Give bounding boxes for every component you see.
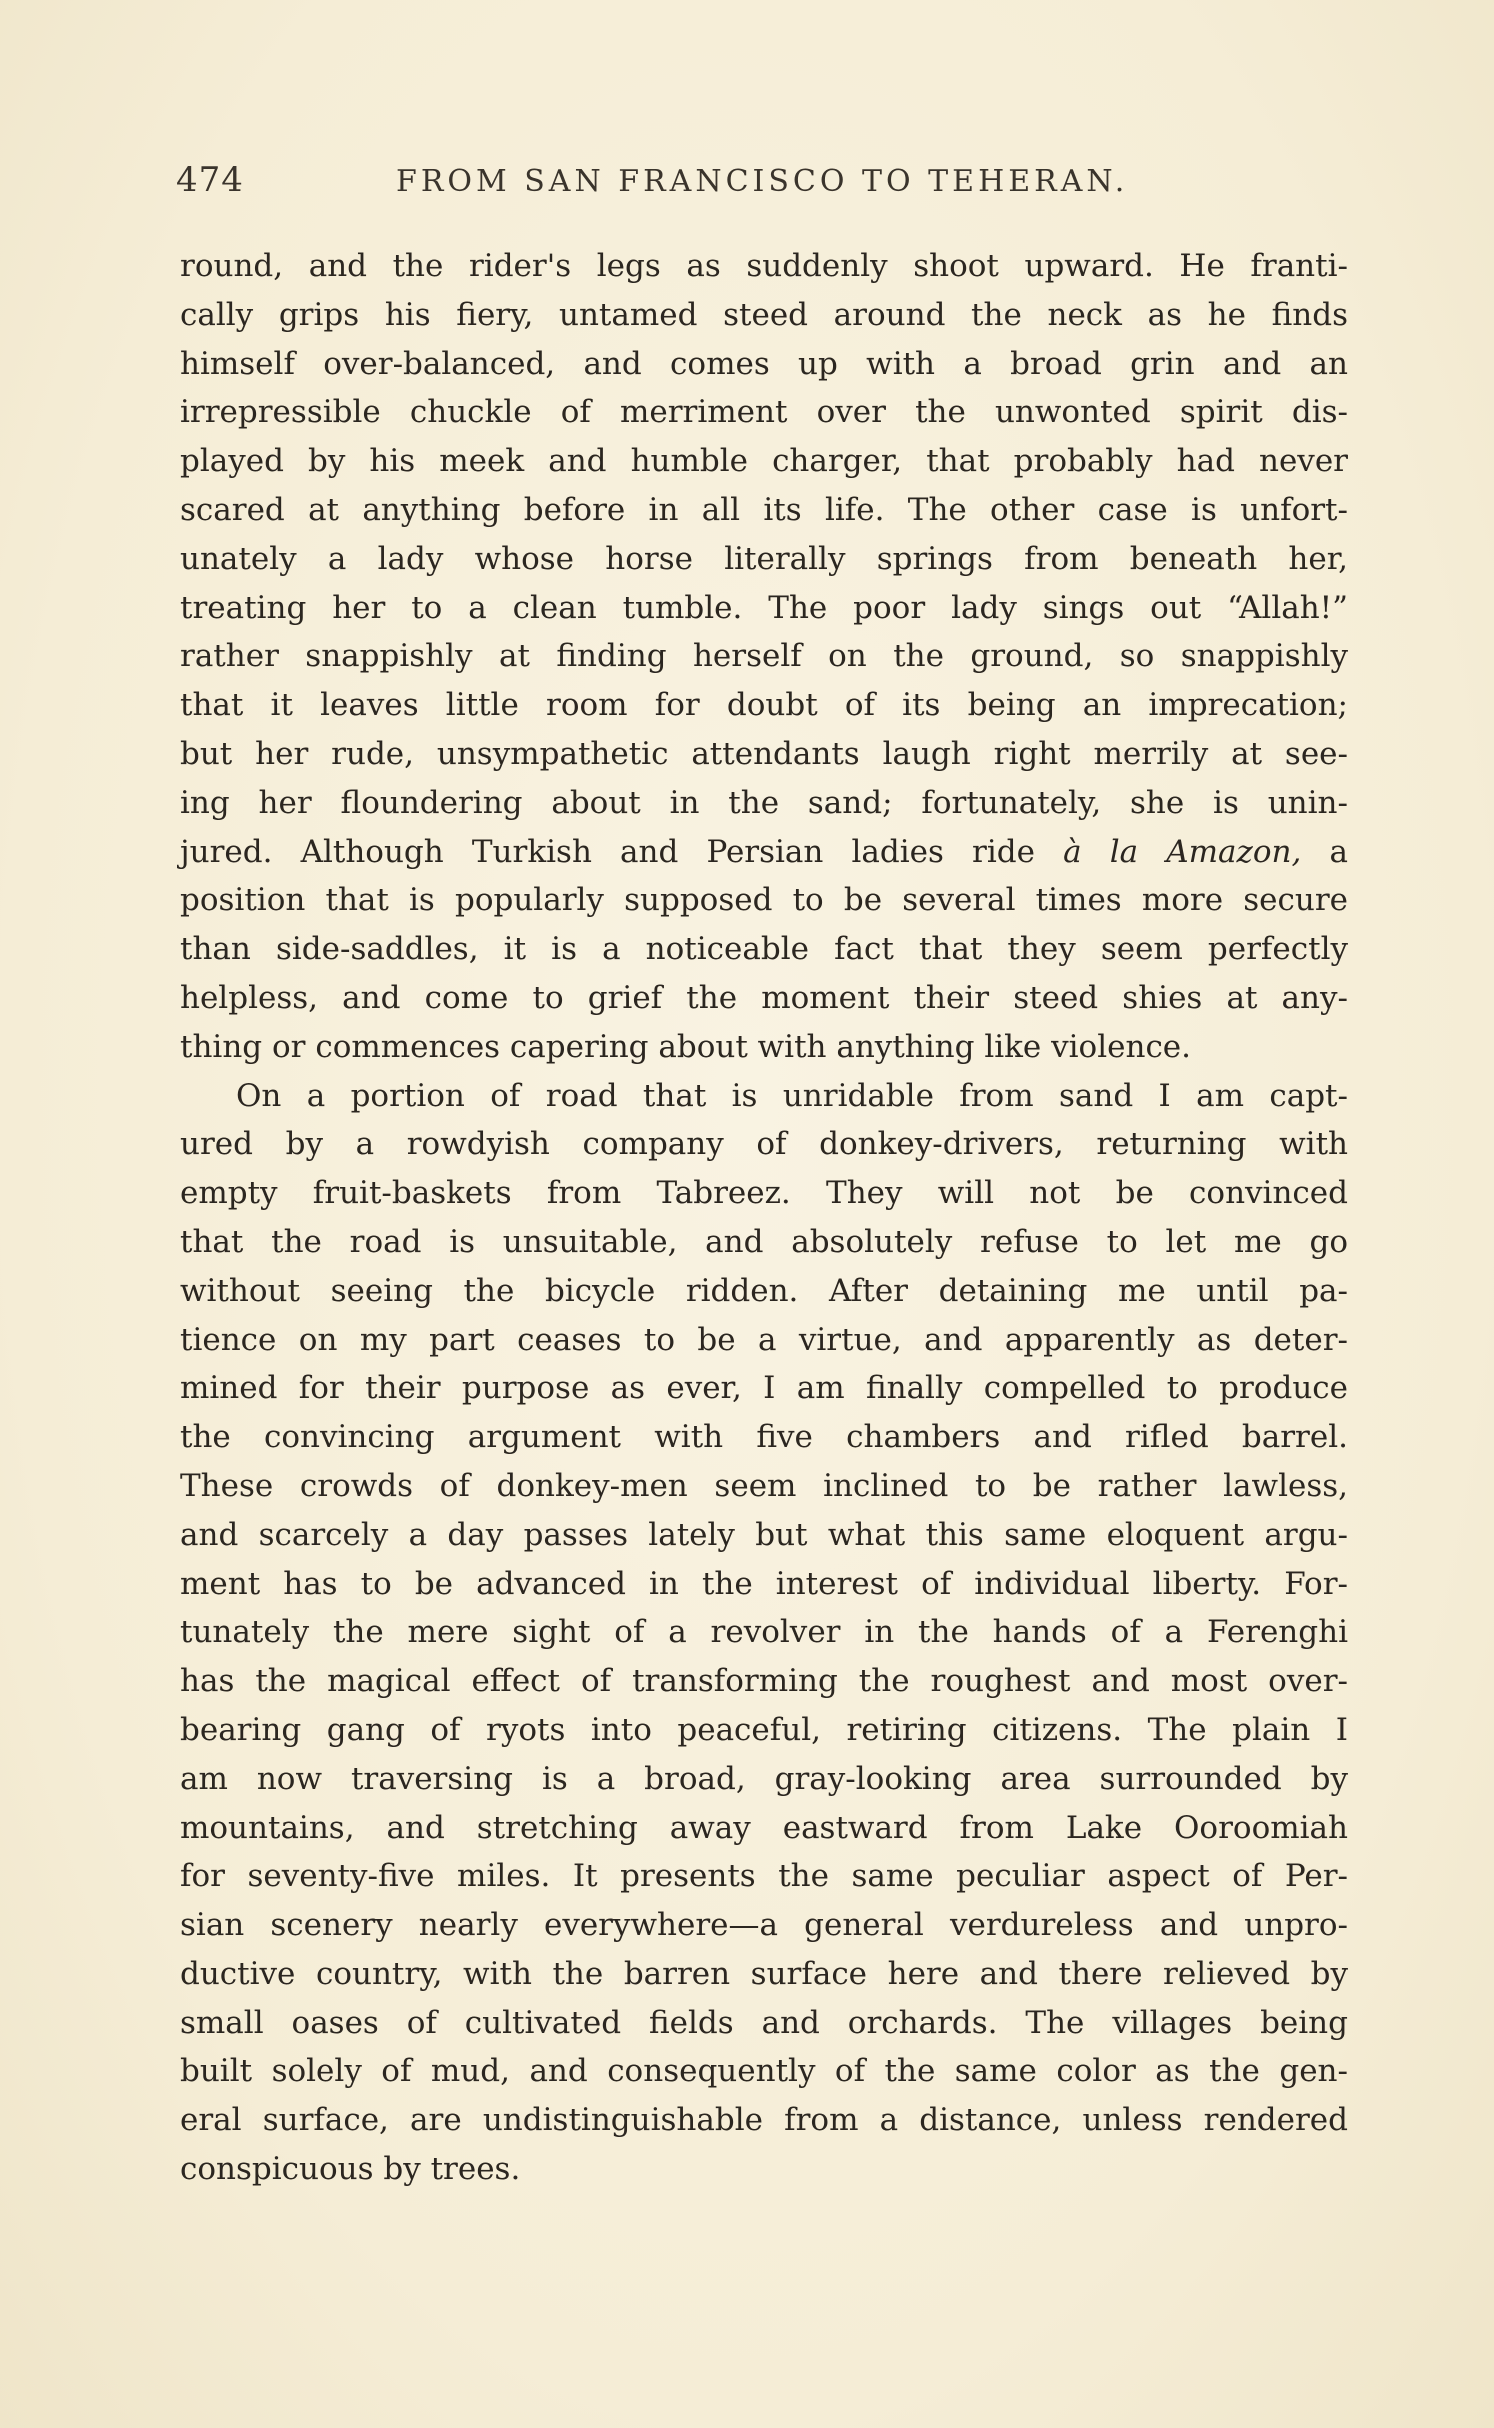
italic-phrase: à la Amazon, xyxy=(1063,833,1302,870)
text-line: without seeing the bicycle ridden. After detaining me until pa- xyxy=(180,1272,1348,1309)
text-line: that it leaves little room for doubt of its being an imprecation; xyxy=(180,687,1348,724)
text-line: eral surface, are undistinguishable from a distance, unless rendered xyxy=(180,2102,1348,2139)
text-fragment: jured. Although Turkish and Persian ladies ride xyxy=(180,833,1035,870)
text-line: that the road is unsuitable, and absolutely refuse to let me go xyxy=(180,1223,1348,1260)
text-line: himself over-balanced, and comes up with a broad grin and an xyxy=(180,345,1348,382)
text-line: cally grips his fiery, untamed steed around the neck as he finds xyxy=(180,296,1348,333)
text-line: ductive country, with the barren surface here and there relieved by xyxy=(180,1955,1348,1992)
text-line: sian scenery nearly everywhere—a general verdureless and unpro- xyxy=(180,1907,1348,1944)
text-line: ing her floundering about in the sand; fortunately, she is unin- xyxy=(180,784,1348,821)
text-line: has the magical effect of transforming the roughest and most over- xyxy=(180,1663,1348,1700)
text-line: position that is popularly supposed to be several times more secure xyxy=(180,882,1348,919)
page-header xyxy=(176,160,1346,220)
text-line: irrepressible chuckle of merriment over the unwonted spirit dis- xyxy=(180,394,1348,431)
text-line: built solely of mud, and consequently of the same color as the gen- xyxy=(180,2053,1348,2090)
text-line: treating her to a clean tumble. The poor lady sings out “Allah!” xyxy=(180,589,1348,626)
text-line: helpless, and come to grief the moment their steed shies at any- xyxy=(180,979,1348,1016)
text-line: ured by a rowdyish company of donkey-drivers, returning with xyxy=(180,1126,1348,1163)
text-fragment: a xyxy=(1301,833,1348,870)
text-line: for seventy-five miles. It presents the same peculiar aspect of Per- xyxy=(180,1858,1348,1895)
text-line: tunately the mere sight of a revolver in the hands of a Ferenghi xyxy=(180,1614,1348,1651)
text-line: thing or commences capering about with anything like violence. xyxy=(180,1028,1192,1065)
text-line: empty fruit-baskets from Tabreez. They will not be convinced xyxy=(180,1175,1348,1212)
text-line: than side-saddles, it is a noticeable fact that they seem perfectly xyxy=(180,931,1348,968)
text-line: bearing gang of ryots into peaceful, retiring citizens. The plain I xyxy=(180,1711,1348,1748)
text-line: round, and the rider's legs as suddenly shoot upward. He franti- xyxy=(180,248,1348,284)
body-text xyxy=(180,242,1348,2194)
text-line: am now traversing is a broad, gray-looking area surrounded by xyxy=(180,1760,1348,1797)
text-line: conspicuous by trees. xyxy=(180,2151,521,2188)
page-number: 474 xyxy=(176,160,244,200)
text-line: unately a lady whose horse literally springs from beneath her, xyxy=(180,540,1348,577)
paragraph-start-line: On a portion of road that is unridable from sand I am capt- xyxy=(236,1077,1348,1114)
text-line: small oases of cultivated fields and orchards. The villages being xyxy=(180,2004,1348,2041)
text-line: scared at anything before in all its life. The other case is unfort- xyxy=(180,491,1348,528)
text-line: tience on my part ceases to be a virtue, and apparently as deter- xyxy=(180,1321,1348,1358)
text-line: and scarcely a day passes lately but what this same eloquent argu- xyxy=(180,1516,1348,1553)
text-line: but her rude, unsympathetic attendants laugh right merrily at see- xyxy=(180,735,1348,772)
text-line: ment has to be advanced in the interest of individual liberty. For- xyxy=(180,1565,1348,1602)
text-line: rather snappishly at finding herself on the ground, so snappishly xyxy=(180,638,1348,675)
text-line: played by his meek and humble charger, that probably had never xyxy=(180,443,1348,480)
text-line: the convincing argument with five chambers and rifled barrel. xyxy=(180,1419,1348,1456)
text-line-with-italic xyxy=(180,828,1348,877)
text-line: mountains, and stretching away eastward from Lake Ooroomiah xyxy=(180,1809,1348,1846)
text-line: These crowds of donkey-men seem inclined to be rather lawless, xyxy=(180,1467,1348,1504)
text-line: mined for their purpose as ever, I am finally compelled to produce xyxy=(180,1370,1348,1407)
running-title: FROM SAN FRANCISCO TO TEHERAN. xyxy=(396,164,1129,199)
